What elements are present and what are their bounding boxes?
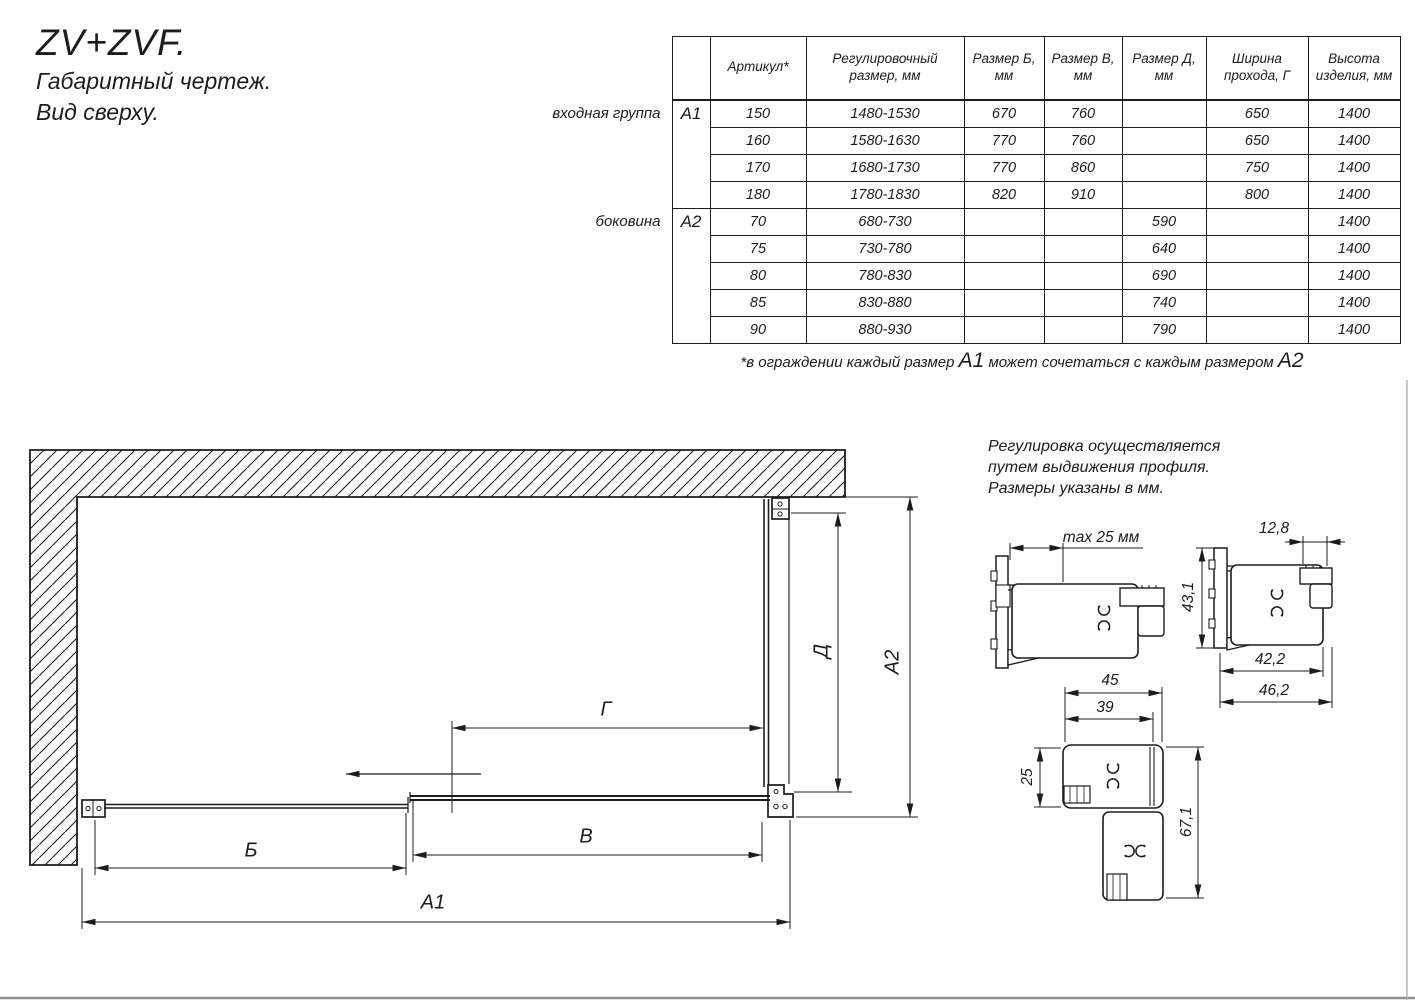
- title-line-2: Габаритный чертеж.: [36, 68, 272, 95]
- table-cell: 150: [710, 100, 806, 128]
- table-cell: 90: [710, 316, 806, 343]
- table-cell: 740: [1122, 289, 1206, 316]
- table-cell: 1400: [1308, 181, 1400, 208]
- table-cell: 770: [964, 154, 1044, 181]
- table-cell: 670: [964, 100, 1044, 128]
- detail-dim-max25: max 25 мм: [1062, 529, 1140, 546]
- table-header: Регулировочный размер, мм: [806, 37, 964, 100]
- table-cell: 790: [1122, 316, 1206, 343]
- detail-dim-45: 45: [1101, 672, 1119, 689]
- dimension-lines: [82, 497, 918, 929]
- detail-corner-profile: [1034, 687, 1204, 900]
- table-header: Артикул*: [710, 37, 806, 100]
- detail-dim-43-1: 43,1: [1180, 581, 1197, 613]
- footnote-text: может сочетаться с каждым размером: [984, 354, 1278, 371]
- group-code: А1: [672, 100, 710, 209]
- table-cell: 1780-1830: [806, 181, 964, 208]
- table-cell: 860: [1044, 154, 1122, 181]
- table-cell: 880-930: [806, 316, 964, 343]
- table-cell: 780-830: [806, 262, 964, 289]
- table-cell: 75: [710, 235, 806, 262]
- table-cell: 1400: [1308, 100, 1400, 128]
- table-cell: 80: [710, 262, 806, 289]
- detail-dim-39: 39: [1096, 699, 1114, 716]
- table-cell: 1400: [1308, 289, 1400, 316]
- fixed-panel-wall-profile: [82, 800, 105, 817]
- dim-label-a1: А1: [420, 891, 446, 914]
- side-panel-wall-profile: [772, 498, 789, 519]
- dim-label-v: В: [579, 825, 593, 848]
- table-cell: 910: [1044, 181, 1122, 208]
- table-cell: 650: [1206, 127, 1308, 154]
- table-cell: 650: [1206, 100, 1308, 128]
- note-line-3: Размеры указаны в мм.: [988, 480, 1164, 497]
- table-cell: 180: [710, 181, 806, 208]
- table-cell: 760: [1044, 100, 1122, 128]
- detail-wall-profile-extension: [991, 543, 1164, 668]
- title-line-3: Вид сверху.: [36, 98, 159, 125]
- detail-dim-67-1: 67,1: [1178, 806, 1195, 838]
- table-cell: 70: [710, 208, 806, 235]
- footnote-a1: А1: [958, 349, 985, 372]
- table-header: Размер Д, мм: [1122, 37, 1206, 100]
- table-header: Размер Б, мм: [964, 37, 1044, 100]
- table-cell: 730-780: [806, 235, 964, 262]
- product-title: ZV+ZVF.: [36, 22, 188, 63]
- table-cell: 1580-1630: [806, 127, 964, 154]
- table-header: Ширина прохода, Г: [1206, 37, 1308, 100]
- group-code: А2: [672, 208, 710, 343]
- table-cell: 690: [1122, 262, 1206, 289]
- note-line-1: Регулировка осуществляется: [988, 438, 1221, 455]
- dim-label-d: Д: [810, 643, 833, 659]
- dim-label-a2: А2: [881, 649, 904, 675]
- table-cell: 160: [710, 127, 806, 154]
- table-cell: 1400: [1308, 127, 1400, 154]
- table-cell: 1400: [1308, 154, 1400, 181]
- table-header: Высота изделия, мм: [1308, 37, 1400, 100]
- table-cell: 750: [1206, 154, 1308, 181]
- table-cell: 85: [710, 289, 806, 316]
- table-cell: 820: [964, 181, 1044, 208]
- sliding-door-glass: [410, 792, 770, 803]
- detail-dim-25: 25: [1019, 768, 1036, 786]
- table-cell: 1400: [1308, 262, 1400, 289]
- enclosure-panels: [82, 498, 793, 817]
- footnote-a2: А2: [1277, 349, 1304, 372]
- table-cell: 1680-1730: [806, 154, 964, 181]
- table-cell: 770: [964, 127, 1044, 154]
- fixed-panel-glass: [104, 797, 408, 813]
- table-cell: 1400: [1308, 208, 1400, 235]
- dim-label-g: Г: [600, 698, 612, 721]
- detail-dim-12-8: 12,8: [1258, 520, 1290, 537]
- table-cell: 1400: [1308, 316, 1400, 343]
- table-cell: 640: [1122, 235, 1206, 262]
- wall-hatched: [30, 450, 845, 865]
- table-cell: 800: [1206, 181, 1308, 208]
- dim-label-b: Б: [244, 839, 258, 862]
- table-cell: 680-730: [806, 208, 964, 235]
- table-cell: 1400: [1308, 235, 1400, 262]
- detail-dim-46-2: 46,2: [1258, 682, 1290, 699]
- note-line-2: путем выдвижения профиля.: [988, 459, 1210, 476]
- footnote-text: *в ограждении каждый размер: [740, 354, 959, 371]
- detail-dim-42-2: 42,2: [1254, 651, 1286, 668]
- table-cell: 170: [710, 154, 806, 181]
- corner-profile: [768, 785, 793, 817]
- table-cell: 830-880: [806, 289, 964, 316]
- table-cell: 1480-1530: [806, 100, 964, 128]
- group-label: боковина: [595, 213, 661, 230]
- group-label: входная группа: [552, 104, 661, 122]
- table-cell: 760: [1044, 127, 1122, 154]
- table-header: Размер В, мм: [1044, 37, 1122, 100]
- table-cell: 590: [1122, 208, 1206, 235]
